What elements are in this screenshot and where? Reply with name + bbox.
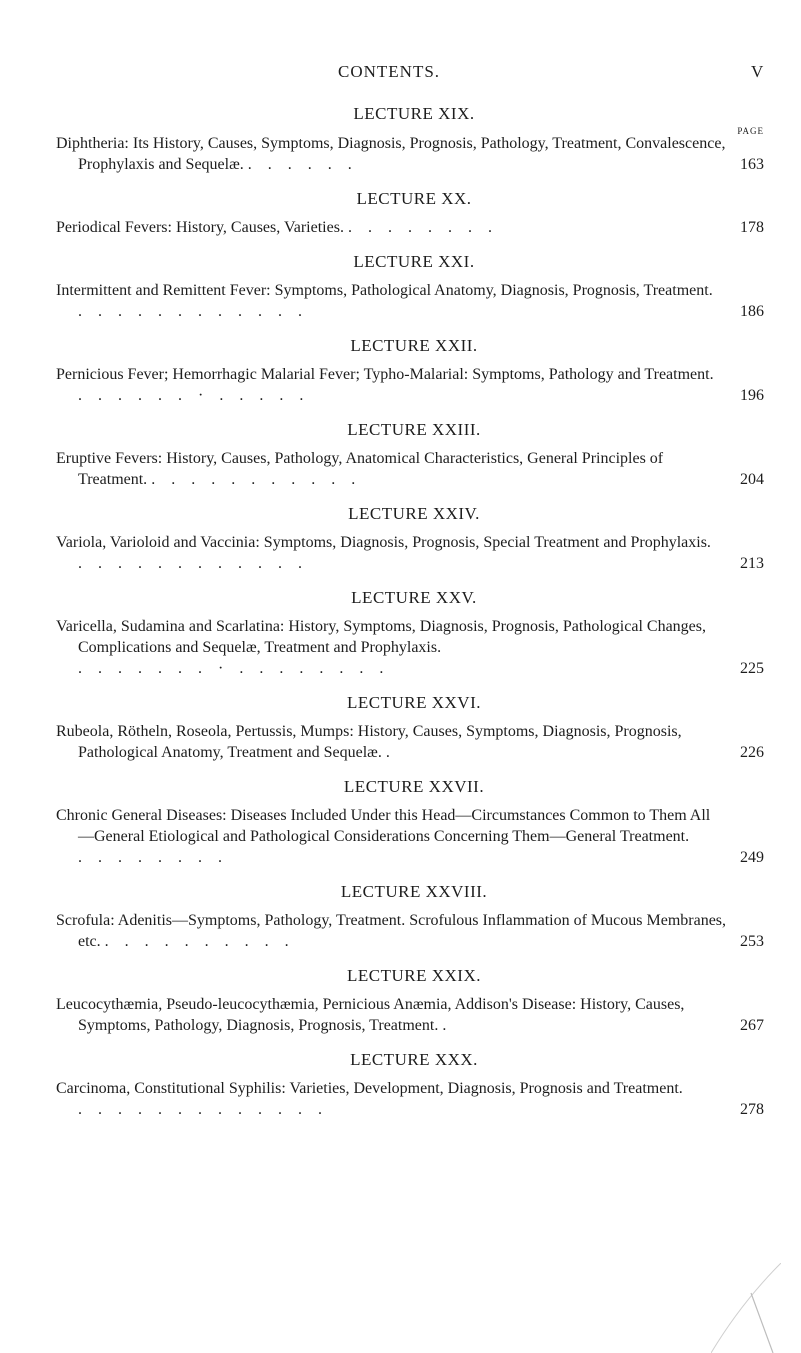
- lecture-text: Carcinoma, Constitutional Syphilis: Varieties, Development, Diagnosis, Prognosis and Treatment.: [56, 1080, 683, 1097]
- leader-dots: . . . . . . . . . . . .: [78, 555, 308, 572]
- lecture-entry: [56, 966, 764, 1036]
- leader-dots: . . . . . . . · . . . . . . . .: [78, 660, 390, 677]
- page-fold-mark: [711, 1263, 781, 1353]
- lecture-heading: LECTURE XXV.: [351, 588, 477, 607]
- leader-dots: . . . . . . . . . . . . .: [78, 1101, 328, 1118]
- lecture-page: 267: [740, 1017, 764, 1034]
- lecture-description: [56, 910, 764, 952]
- lecture-description: [56, 217, 764, 238]
- lecture-text: Variola, Varioloid and Vaccinia: Symptoms, Diagnosis, Prognosis, Special Treatment and Prophylaxis.: [56, 534, 711, 551]
- page-number: V: [751, 62, 764, 81]
- lecture-heading: LECTURE XIX.: [353, 104, 475, 123]
- lecture-page: 253: [740, 933, 764, 950]
- lecture-heading: LECTURE XXX.: [350, 1050, 478, 1069]
- lecture-page: 178: [740, 219, 764, 236]
- lecture-entry: [56, 336, 764, 406]
- lecture-entry: [56, 252, 764, 322]
- lecture-page: 213: [740, 555, 764, 572]
- lecture-heading: LECTURE XX.: [356, 189, 472, 208]
- lecture-text: Periodical Fevers: History, Causes, Varieties.: [56, 219, 344, 236]
- lecture-description: [56, 532, 764, 574]
- leader-dots: . . . . . . . . . .: [104, 933, 295, 950]
- lecture-heading: LECTURE XXIII.: [347, 420, 481, 439]
- lecture-description: [56, 133, 764, 175]
- lecture-heading: LECTURE XXIV.: [348, 504, 480, 523]
- lecture-description: [56, 616, 764, 679]
- leader-dots: .: [385, 744, 396, 761]
- lecture-description: [56, 364, 764, 406]
- lecture-text: Diphtheria: Its History, Causes, Symptoms, Diagnosis, Prognosis, Pathology, Treatment, Convalescence, Prophylaxis and Sequelæ.: [56, 135, 726, 173]
- lecture-text: Eruptive Fevers: History, Causes, Pathology, Anatomical Characteristics, General Principles of Treatment.: [56, 450, 664, 488]
- lecture-page: 225: [740, 660, 764, 677]
- lecture-heading: LECTURE XXVII.: [343, 777, 485, 796]
- lecture-entry: [56, 693, 764, 763]
- leader-dots: . . . . . . . .: [78, 849, 228, 866]
- lecture-text: Scrofula: Adenitis—Symptoms, Pathology, Treatment. Scrofulous Inflammation of Mucous Membranes, etc.: [56, 912, 727, 950]
- lecture-page: 196: [740, 387, 764, 404]
- lecture-heading: LECTURE XXVIII.: [340, 882, 488, 901]
- lecture-text: Leucocythæmia, Pseudo-leucocythæmia, Pernicious Anæmia, Addison's Disease: History, Causes, Symptoms, Pathology, Diagnosis, Prognosis, Treatment.: [56, 996, 685, 1034]
- lecture-page: 204: [740, 471, 764, 488]
- lecture-page: 163: [740, 156, 764, 173]
- lecture-description: [56, 721, 764, 763]
- lecture-text: Chronic General Diseases: Diseases Included Under this Head—Circumstances Common to Them All—General Etiological and Pathological Considerations Concerning Them—General Treatment.: [56, 807, 711, 845]
- lecture-description: [56, 805, 764, 868]
- lecture-entry: [56, 882, 764, 952]
- leader-dots: . . . . . . · . . . . .: [78, 387, 310, 404]
- lecture-description: [56, 280, 764, 322]
- page-column-label: PAGE: [737, 126, 764, 136]
- lecture-heading: LECTURE XXIX.: [347, 966, 481, 985]
- lecture-page: 226: [740, 744, 764, 761]
- lecture-entry: [56, 504, 764, 574]
- page-header: [0, 62, 801, 82]
- lecture-entry: [56, 189, 764, 238]
- lecture-text: Pernicious Fever; Hemorrhagic Malarial Fever; Typho-Malarial: Symptoms, Pathology and Treatment.: [56, 366, 714, 383]
- lecture-page: 249: [740, 849, 764, 866]
- lecture-description: [56, 994, 764, 1036]
- leader-dots: . . . . . .: [247, 156, 358, 173]
- lecture-entry: [56, 588, 764, 679]
- lecture-page: 186: [740, 303, 764, 320]
- leader-dots: . . . . . . . . . . . .: [78, 303, 308, 320]
- lecture-entry: [56, 104, 764, 175]
- table-of-contents: [56, 104, 764, 1134]
- lecture-entry: [56, 1050, 764, 1120]
- lecture-entry: [56, 777, 764, 868]
- lecture-text: Intermittent and Remittent Fever: Symptoms, Pathological Anatomy, Diagnosis, Prognosis, Treatment.: [56, 282, 713, 299]
- lecture-heading: LECTURE XXI.: [353, 252, 475, 271]
- lecture-description: [56, 448, 764, 490]
- leader-dots: .: [442, 1017, 453, 1034]
- leader-dots: . . . . . . . . . . .: [151, 471, 362, 488]
- leader-dots: . . . . . . . .: [347, 219, 498, 236]
- running-title: CONTENTS.: [338, 62, 441, 81]
- lecture-page: 278: [740, 1101, 764, 1118]
- lecture-text: Rubeola, Rötheln, Roseola, Pertussis, Mumps: History, Causes, Symptoms, Diagnosis, Prognosis, Pathological Anatomy, Treatment and Sequelæ.: [56, 723, 682, 761]
- lecture-description: [56, 1078, 764, 1120]
- lecture-heading: LECTURE XXII.: [350, 336, 478, 355]
- lecture-heading: LECTURE XXVI.: [347, 693, 481, 712]
- lecture-text: Varicella, Sudamina and Scarlatina: History, Symptoms, Diagnosis, Prognosis, Pathological Changes, Complications and Sequelæ, Treatment and Prophylaxis.: [56, 618, 706, 656]
- lecture-entry: [56, 420, 764, 490]
